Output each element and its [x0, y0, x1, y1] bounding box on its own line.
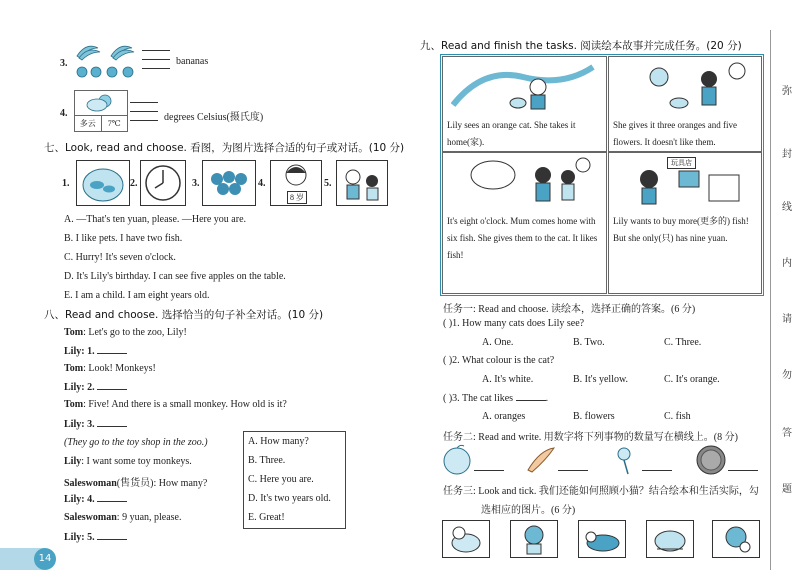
care-picture-1[interactable]: [442, 520, 490, 558]
task1-q2-option-a[interactable]: A. It's white.: [482, 374, 534, 385]
task1-q2-option-b[interactable]: B. It's yellow.: [573, 374, 629, 385]
care-picture-2[interactable]: [510, 520, 558, 558]
sec7-option-c: C. Hurry! It's seven o'clock.: [64, 252, 176, 263]
sec7-pic-number-1: 1.: [62, 178, 70, 189]
orange-count-blank[interactable]: [474, 470, 504, 471]
q3-blanks[interactable]: [142, 42, 170, 69]
task2-title: 任务二: Read and write. 用数字将下列事物的数量写在横线上。(8 分): [443, 432, 738, 443]
sec7-pic-number-4: 4.: [258, 178, 266, 189]
dialog-line-10: Lily: 4.: [64, 493, 127, 505]
coin-count-blank[interactable]: [728, 470, 758, 471]
side-char-3: 线: [782, 202, 792, 213]
dialog-line-4: Lily: 2.: [64, 381, 127, 393]
q3-label: bananas: [176, 56, 209, 67]
dialog-line-7: (They go to the toy shop in the zoo.): [64, 437, 208, 448]
task1-q3-option-a[interactable]: A. oranges: [482, 411, 526, 422]
sec8-choice-e: E. Great!: [248, 512, 285, 523]
dialog-line-8: Lily: I want some toy monkeys.: [64, 456, 192, 467]
sec8-choice-b: B. Three.: [248, 455, 286, 466]
side-char-1: 弥: [782, 86, 792, 97]
weather-text: 多云: [75, 116, 102, 131]
side-char-2: 封: [782, 149, 792, 160]
page-number-badge: [34, 548, 56, 570]
temp-text: 7℃: [107, 119, 121, 128]
binding-line: [770, 30, 771, 570]
task1-q1-option-a[interactable]: A. One.: [482, 337, 514, 348]
side-char-5: 请: [782, 314, 792, 325]
side-char-4: 内: [782, 258, 792, 269]
answer-blank-4[interactable]: [97, 493, 127, 502]
sec8-choice-c: C. Here you are.: [248, 474, 314, 485]
task1-question-1: ( )1. How many cats does Lily see?: [443, 318, 585, 329]
task1-question-3: ( )3. The cat likes .: [443, 393, 549, 404]
dialog-line-5: Tom: Five! And there is a small monkey. How old is it?: [64, 399, 287, 410]
dialog-line-12: Lily: 5.: [64, 531, 127, 543]
cloud-sun-icon: [75, 91, 127, 115]
apples-picture: [202, 160, 256, 206]
dialog-line-2: Lily: 1.: [64, 345, 127, 357]
task1-q2-option-c[interactable]: C. It's orange.: [664, 374, 720, 385]
orange-icon: [440, 444, 474, 476]
sec8-choice-d: D. It's two years old.: [248, 493, 331, 504]
flower-count-blank[interactable]: [642, 470, 672, 471]
story-panel-1: [442, 56, 607, 152]
task1-question-2: ( )2. What colour is the cat?: [443, 355, 555, 366]
shopping-picture: [336, 160, 388, 206]
task3-title-l1: 任务三: Look and tick. 我们还能如何照顾小猫？结合绘本和生活实际，勾: [443, 486, 759, 497]
story-panel-3: [442, 152, 607, 294]
story-panel-4: [608, 152, 762, 294]
bananas-apples-picture: [72, 38, 142, 80]
sec8-choice-box: [243, 431, 346, 529]
answer-blank-5[interactable]: [97, 531, 127, 540]
sec7-pic-number-2: 2.: [130, 178, 138, 189]
weather-card: [74, 90, 128, 132]
toy-shop-sign: 玩具店: [667, 157, 696, 169]
q4-number: 4.: [60, 108, 68, 119]
story-panel-2: [608, 56, 762, 152]
answer-blank-1[interactable]: [97, 345, 127, 354]
fish-count-blank[interactable]: [558, 470, 588, 471]
sec7-pic-number-5: 5.: [324, 178, 332, 189]
task1-q1-option-c[interactable]: C. Three.: [664, 337, 702, 348]
story-panel-1-text: Lily sees an orange cat. She takes it home(家).: [447, 120, 576, 147]
dialog-line-1: Tom: Let's go to the zoo, Lily!: [64, 327, 187, 338]
side-char-6: 勿: [782, 370, 792, 381]
task3-title-l2: 选相应的图片。(6 分): [481, 505, 576, 516]
q4-label: degrees Celsius(摄氏度): [164, 112, 264, 123]
page-number: 14: [38, 553, 52, 564]
story-panel-3-text: It's eight o'clock. Mum comes home with six fish. She gives them to the cat. It likes fish!: [447, 216, 598, 260]
dialog-line-6: Lily: 3.: [64, 418, 127, 430]
task1-q3-blank[interactable]: [516, 392, 546, 401]
answer-blank-2[interactable]: [97, 381, 127, 390]
story-panel-2-text: She gives it three oranges and five flowers. It doesn't like them.: [613, 120, 737, 147]
side-char-7: 答: [782, 428, 792, 439]
care-picture-5[interactable]: [712, 520, 760, 558]
clock-picture: [140, 160, 186, 206]
answer-blank-3[interactable]: [97, 418, 127, 427]
sec7-option-a: A. —That's ten yuan, please. —Here you are.: [64, 214, 247, 225]
q4-blanks[interactable]: [130, 94, 158, 121]
section-9-title: 九、Read and finish the tasks. 阅读绘本故事并完成任务。(20 分): [420, 40, 742, 52]
fish-bowl-picture: [76, 160, 130, 206]
task1-q3-option-b[interactable]: B. flowers: [573, 411, 615, 422]
side-char-8: 题: [782, 484, 792, 495]
fish-icon: [524, 444, 558, 476]
care-picture-3[interactable]: [578, 520, 626, 558]
clock-icon: [141, 161, 185, 205]
sec8-choice-a: A. How many?: [248, 436, 309, 447]
section-8-title: 八、Read and choose. 选择恰当的句子补全对话。(10 分): [44, 309, 324, 321]
sec7-option-e: E. I am a child. I am eight years old.: [64, 290, 210, 301]
age-text: 8 岁: [287, 191, 307, 204]
dialog-line-9: Saleswoman(售货员): How many?: [64, 478, 208, 489]
section-7-title: 七、Look, read and choose. 看图，为图片选择合适的句子或对话。(10 分): [44, 142, 405, 154]
dialog-line-3: Tom: Look! Monkeys!: [64, 363, 156, 374]
boy-age-picture: [270, 160, 322, 206]
story-panel-4-text: Lily wants to buy more(更多的) fish! But she only(只) has nine yuan.: [613, 216, 749, 243]
sec7-option-b: B. I like pets. I have two fish.: [64, 233, 183, 244]
sec7-pic-number-3: 3.: [192, 178, 200, 189]
task1-q3-option-c[interactable]: C. fish: [664, 411, 691, 422]
task3-title: [443, 482, 773, 516]
dialog-line-11: Saleswoman: 9 yuan, please.: [64, 512, 182, 523]
coin-icon: [694, 444, 728, 476]
sec7-option-d: D. It's Lily's birthday. I can see five apples on the table.: [64, 271, 286, 282]
task1-q1-option-b[interactable]: B. Two.: [573, 337, 605, 348]
q3-number: 3.: [60, 58, 68, 69]
flower-icon: [610, 444, 644, 476]
task1-title: 任务一: Read and choose. 读绘本，选择正确的答案。(6 分): [443, 304, 696, 315]
care-picture-4[interactable]: [646, 520, 694, 558]
